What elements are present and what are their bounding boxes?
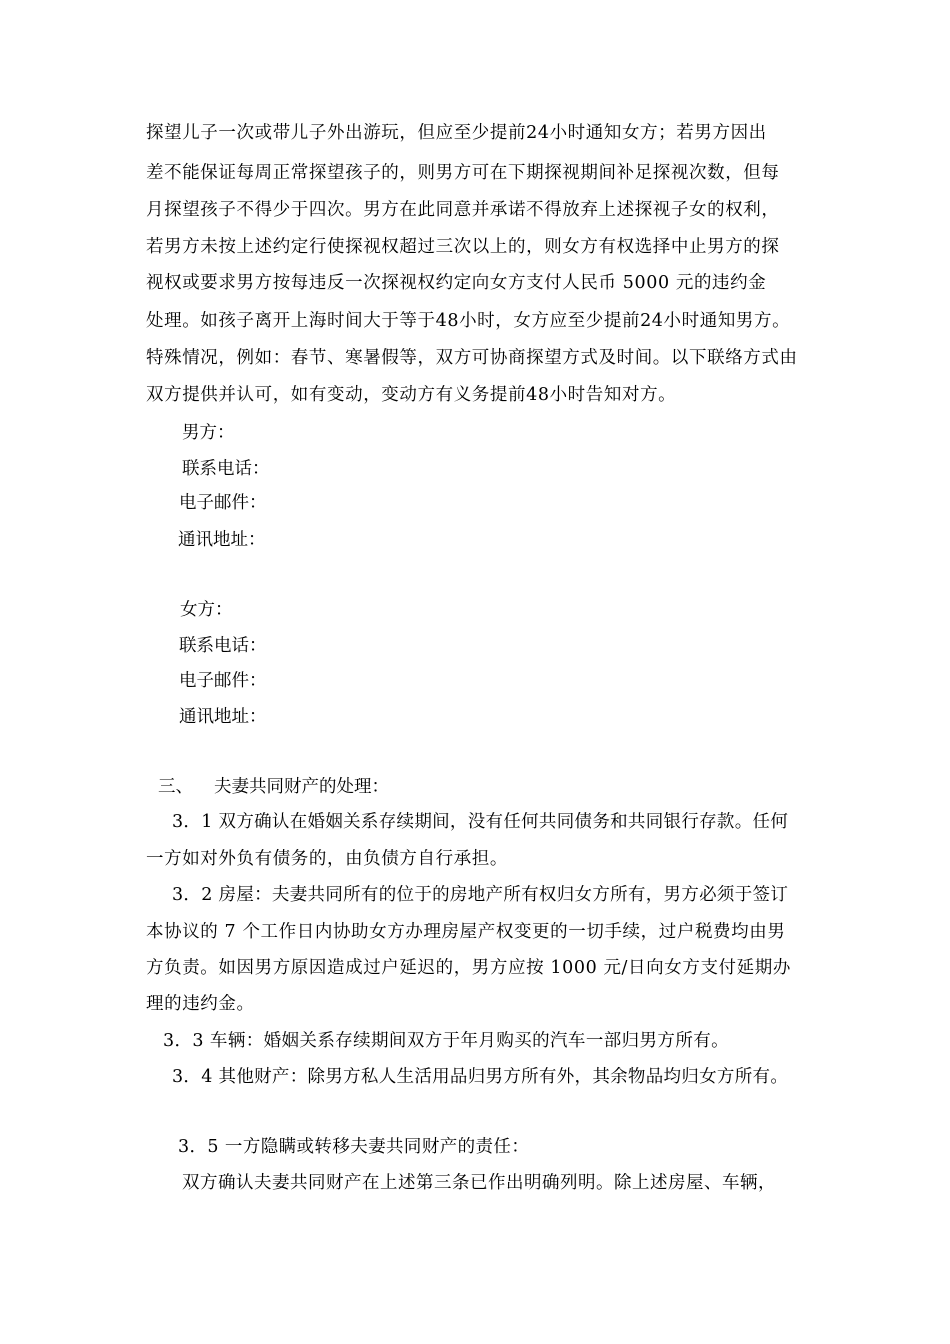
paragraph-line: 双方提供并认可，如有变动，变动方有义务提前48小时告知对方。 xyxy=(146,385,677,405)
male-contact-heading: 男方： xyxy=(182,423,235,443)
section-number: 三、 xyxy=(158,777,193,797)
male-address-label: 通讯地址： xyxy=(178,530,266,550)
paragraph-line: 差不能保证每周正常探望孩子的，则男方可在下期探视期间补足探视次数，但每 xyxy=(146,163,780,183)
female-email-label: 电子邮件： xyxy=(179,671,267,691)
female-phone-label: 联系电话： xyxy=(179,636,267,656)
female-address-label: 通讯地址： xyxy=(179,707,267,727)
male-phone-label: 联系电话： xyxy=(182,459,270,479)
clause-3-2-line: 理的违约金。 xyxy=(146,994,255,1014)
paragraph-line: 探望儿子一次或带儿子外出游玩，但应至少提前24小时通知女方；若男方因出 xyxy=(146,123,767,143)
clause-3-3-line: 3．3 车辆：婚姻关系存续期间双方于年月购买的汽车一部归男方所有。 xyxy=(163,1031,730,1051)
male-email-label: 电子邮件： xyxy=(179,493,267,513)
clause-3-5-title: 3．5 一方隐瞒或转移夫妻共同财产的责任： xyxy=(178,1137,530,1157)
paragraph-line: 视权或要求男方按每违反一次探视权约定向女方支付人民币 5000 元的违约金 xyxy=(146,273,767,293)
clause-3-2-line: 方负责。如因男方原因造成过户延迟的，男方应按 1000 元/日向女方支付延期办 xyxy=(146,958,791,978)
clause-3-2-line: 3．2 房屋：夫妻共同所有的位于的房地产所有权归女方所有，男方必须于签订 xyxy=(172,885,789,905)
clause-3-4-line: 3．4 其他财产：除男方私人生活用品归男方所有外，其余物品均归女方所有。 xyxy=(172,1067,789,1087)
clause-3-2-line: 本协议的 7 个工作日内协助女方办理房屋产权变更的一切手续，过户税费均由男 xyxy=(146,922,786,942)
female-contact-heading: 女方： xyxy=(180,600,233,620)
paragraph-line: 特殊情况，例如：春节、寒暑假等，双方可协商探望方式及时间。以下联络方式由 xyxy=(146,348,798,368)
paragraph-line: 月探望孩子不得少于四次。男方在此同意并承诺不得放弃上述探视子女的权利， xyxy=(146,200,780,220)
section-title: 夫妻共同财产的处理： xyxy=(214,777,389,797)
paragraph-line: 处理。如孩子离开上海时间大于等于48小时，女方应至少提前24小时通知男方。 xyxy=(146,311,791,331)
clause-3-1-line: 3．1 双方确认在婚姻关系存续期间，没有任何共同债务和共同银行存款。任何 xyxy=(172,812,789,832)
clause-3-5-line: 双方确认夫妻共同财产在上述第三条已作出明确列明。除上述房屋、车辆， xyxy=(182,1173,776,1193)
paragraph-line: 若男方未按上述约定行使探视权超过三次以上的，则女方有权选择中止男方的探 xyxy=(146,237,780,257)
clause-3-1-line: 一方如对外负有债务的，由负债方自行承担。 xyxy=(146,849,508,869)
